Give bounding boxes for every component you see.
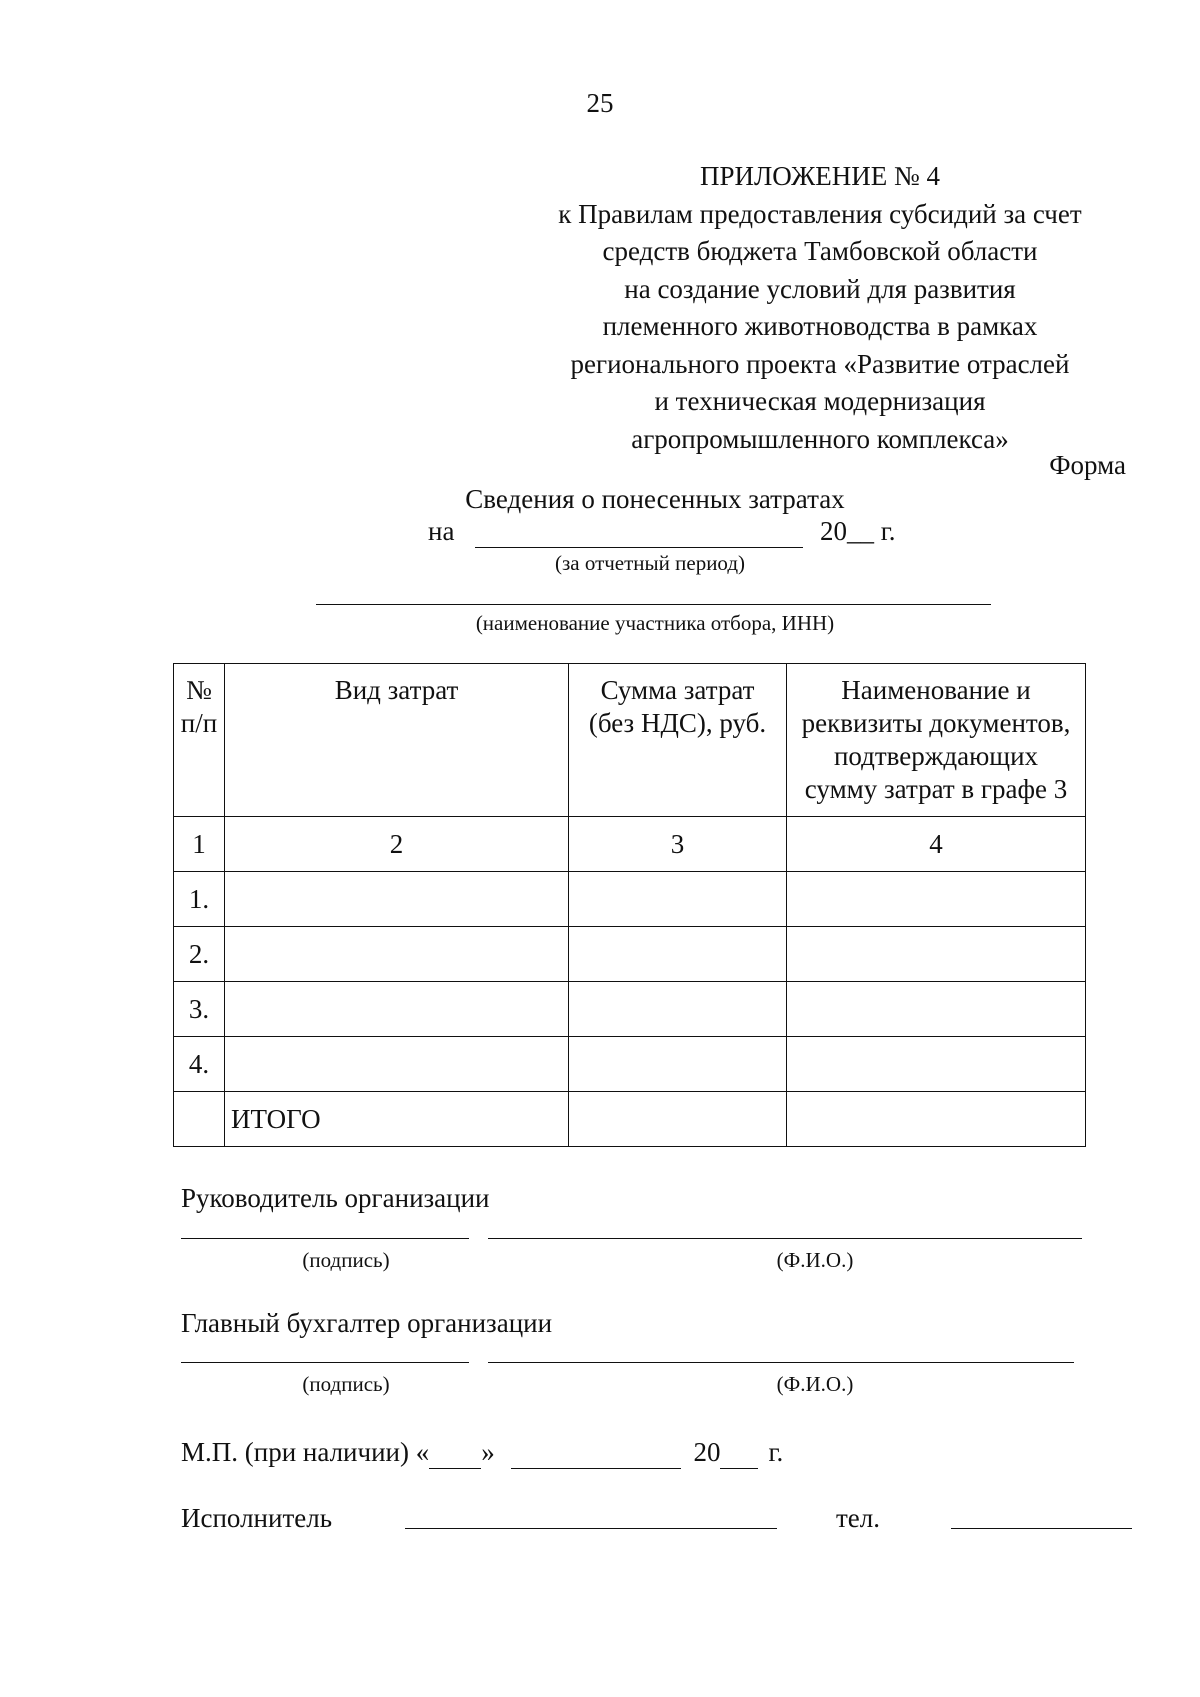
cost-sum-cell[interactable]: [569, 1037, 787, 1092]
total-documents-cell[interactable]: [787, 1092, 1086, 1147]
header-num-line: №: [186, 675, 212, 705]
column-number: 4: [787, 817, 1086, 872]
cost-type-cell[interactable]: [225, 982, 569, 1037]
accountant-signature-title: Главный бухгалтер организации: [181, 1308, 553, 1338]
total-sum-cell[interactable]: [569, 1092, 787, 1147]
page-number: 25: [586, 88, 614, 118]
participant-caption: (наименование участника отбора, ИНН): [475, 611, 835, 635]
accountant-name-caption: (Ф.И.О.): [776, 1372, 854, 1396]
year-field[interactable]: [720, 1437, 758, 1469]
appendix-line: на создание условий для развития: [624, 273, 1016, 304]
column-number: 3: [569, 817, 787, 872]
period-row: [428, 516, 895, 548]
executor-field[interactable]: [405, 1528, 777, 1529]
row-number: 3.: [174, 982, 225, 1037]
participant-field[interactable]: [316, 604, 991, 605]
cost-type-cell[interactable]: [225, 927, 569, 982]
cost-type-cell[interactable]: [225, 872, 569, 927]
form-label: Форма: [1049, 450, 1126, 480]
accountant-signature-caption: (подпись): [302, 1372, 390, 1396]
appendix-header: [540, 158, 1100, 458]
header-documents: [787, 664, 1086, 817]
period-caption: (за отчетный период): [554, 551, 746, 575]
total-num-cell: [174, 1092, 225, 1147]
accountant-signature-field[interactable]: [181, 1362, 469, 1363]
appendix-line: средств бюджета Тамбовской области: [602, 236, 1038, 266]
head-signature-title: Руководитель организации: [181, 1183, 490, 1213]
appendix-line: регионального проекта «Развитие отраслей: [570, 348, 1070, 379]
executor-label: Исполнитель: [181, 1503, 333, 1533]
total-row: [174, 1092, 1086, 1147]
header-cost-sum: [569, 664, 787, 817]
documents-cell[interactable]: [787, 1037, 1086, 1092]
row-number: 2.: [174, 927, 225, 982]
row-number: 1.: [174, 872, 225, 927]
head-name-field[interactable]: [488, 1238, 1082, 1239]
table-row: [174, 1037, 1086, 1092]
period-year: 20__ г.: [819, 516, 896, 546]
column-number: 2: [225, 817, 569, 872]
stamp-quote-close: »: [481, 1437, 495, 1467]
header-docs-line: подтверждающих: [833, 741, 1039, 771]
table-header-row: [174, 664, 1086, 817]
row-number: 4.: [174, 1037, 225, 1092]
column-number: 1: [174, 817, 225, 872]
period-prefix: на: [428, 516, 455, 546]
table-row: [174, 982, 1086, 1037]
documents-cell[interactable]: [787, 982, 1086, 1037]
table-row: [174, 927, 1086, 982]
head-signature-field[interactable]: [181, 1238, 469, 1239]
day-field[interactable]: [429, 1437, 481, 1469]
appendix-line: племенного животноводства в рамках: [602, 311, 1038, 341]
header-sum-line: (без НДС), руб.: [588, 708, 767, 738]
stamp-date-row: [181, 1437, 783, 1469]
appendix-line: к Правилам предоставления субсидий за счет: [558, 198, 1082, 229]
costs-table: [173, 663, 1086, 1147]
header-num: [174, 664, 225, 817]
header-cost-type: Вид затрат: [225, 664, 569, 817]
header-docs-line: сумму затрат в графе 3: [804, 774, 1068, 804]
phone-field[interactable]: [951, 1528, 1132, 1529]
appendix-title: ПРИЛОЖЕНИЕ № 4: [699, 161, 941, 191]
period-field[interactable]: [475, 516, 803, 548]
report-title: Сведения о понесенных затратах: [465, 484, 845, 514]
total-label: ИТОГО: [225, 1092, 569, 1147]
cost-type-cell[interactable]: [225, 1037, 569, 1092]
cost-sum-cell[interactable]: [569, 927, 787, 982]
cost-sum-cell[interactable]: [569, 872, 787, 927]
header-sum-line: Сумма затрат: [600, 675, 755, 705]
phone-label: тел.: [836, 1503, 881, 1533]
header-num-line: п/п: [180, 708, 218, 738]
accountant-name-field[interactable]: [488, 1362, 1074, 1363]
documents-cell[interactable]: [787, 927, 1086, 982]
documents-cell[interactable]: [787, 872, 1086, 927]
stamp-year-suffix: г.: [768, 1437, 784, 1467]
table-row: [174, 872, 1086, 927]
appendix-line: агропромышленного комплекса»: [631, 423, 1009, 454]
cost-sum-cell[interactable]: [569, 982, 787, 1037]
appendix-line: и техническая модернизация: [654, 386, 986, 416]
header-docs-line: реквизиты документов,: [801, 708, 1071, 738]
stamp-year: 20: [693, 1437, 721, 1467]
head-signature-caption: (подпись): [302, 1248, 390, 1272]
column-number-row: [174, 817, 1086, 872]
stamp-prefix: М.П. (при наличии) «: [181, 1437, 430, 1467]
head-name-caption: (Ф.И.О.): [776, 1248, 854, 1272]
month-field[interactable]: [511, 1437, 681, 1469]
header-docs-line: Наименование и: [841, 675, 1031, 705]
